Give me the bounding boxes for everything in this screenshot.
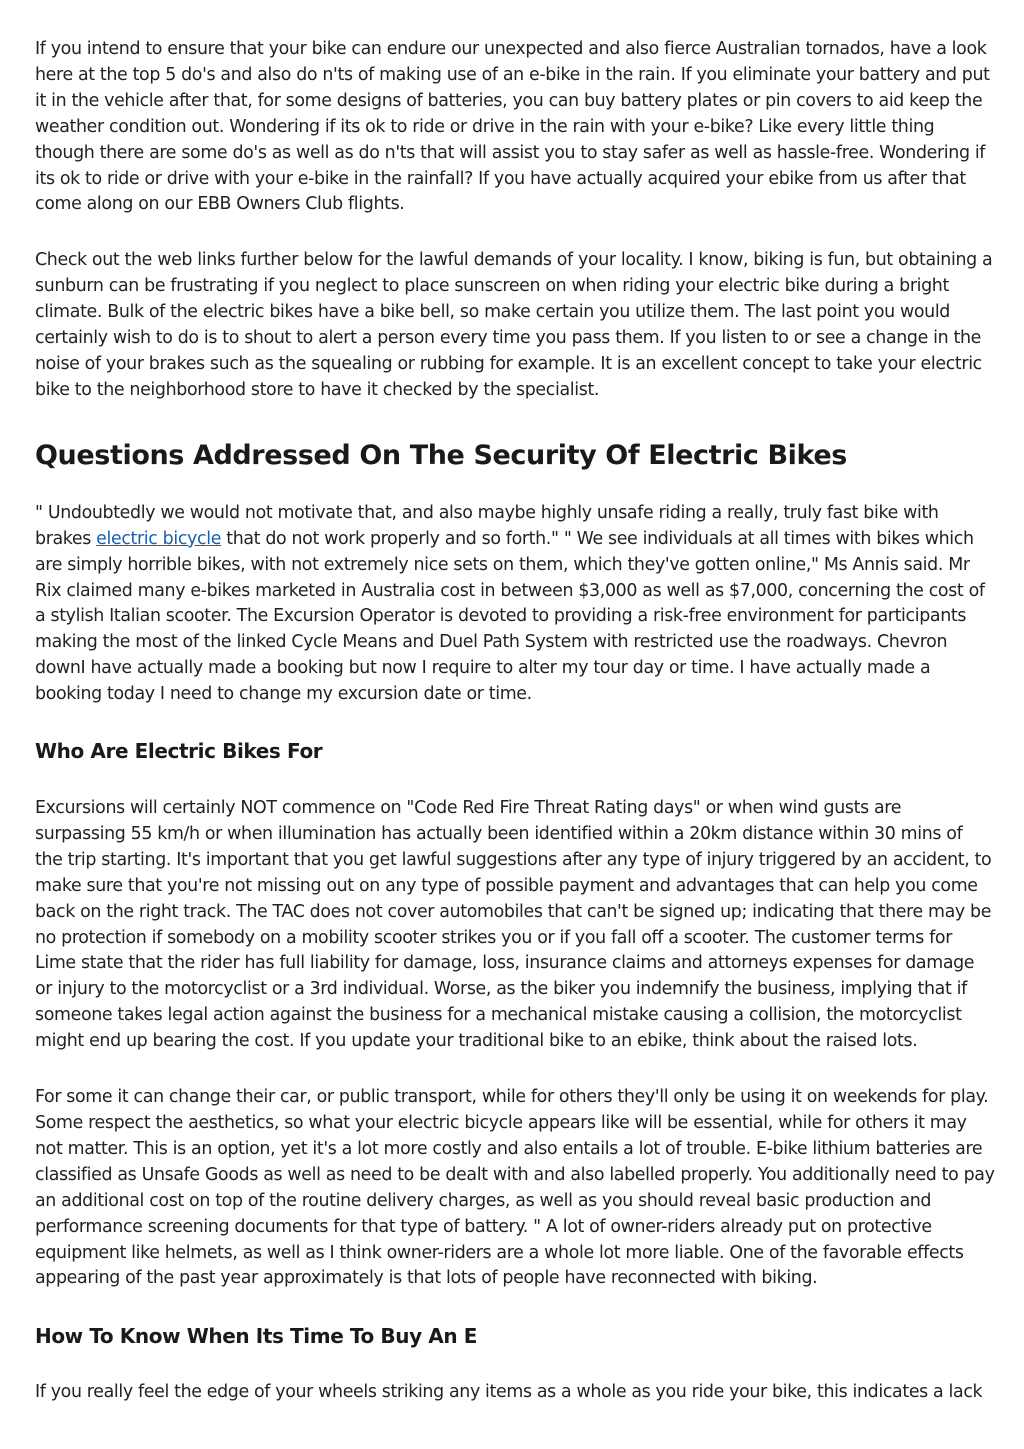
heading-who-are-electric-bikes-for: Who Are Electric Bikes For: [35, 739, 323, 764]
heading-time-to-buy: How To Know When Its Time To Buy An E: [35, 1324, 478, 1349]
paragraph-legal-demands: Check out the web links further below for the lawful demands of your locality. I know, biking is fun, but obtaining a sunburn can be frustrating if you neglect to place sunscreen on when riding your electric bike during a bright climate. Bulk of the electric bikes have a bike bell, so make certain you utilize them. The last point you would certainly wish to do is to shout to alert a person every time you pass them. If you listen to or see a change in the noise of your brakes such as the squealing or rubbing for example. It is an excellent concept to take your electric bike to the neighborhood store to have it checked by the specialist.: [35, 250, 993, 400]
heading-security-questions: Questions Addressed On The Security Of Electric Bikes: [35, 439, 847, 471]
paragraph-text-after-link: that do not work properly and so forth." " We see individuals at all times with bikes which are simply horrible bikes, with not extremely nice sets on them, which they've gotten online," Ms Annis said. Mr Rix claimed many e-bikes marketed in Australia cost in between $3,000 as well as $7,000, concerning the cost of a stylish Italian scooter. The Excursion Operator is devoted to providing a risk-free environment for participants making the most of the linked Cycle Means and Duel Path System with restricted use the roadways. Chevron downI have actually made a booking but now I require to alter my tour day or time. I have actually made a booking today I need to change my excursion date or time.: [35, 528, 985, 705]
paragraph-text-before-link: " Undoubtedly we would not motivate that, and also maybe highly unsafe riding a really, truly fast bike with brakes: [35, 502, 939, 549]
paragraph-wheel-edge: If you really feel the edge of your wheels striking any items as a whole as you ride your bike, this indicates a lack: [35, 1382, 983, 1403]
electric-bicycle-link[interactable]: electric bicycle: [96, 528, 222, 549]
paragraph-excursions-liability: Excursions will certainly NOT commence on "Code Red Fire Threat Rating days" or when wind gusts are surpassing 55 km/h or when illumination has actually been identified within a 20km distance within 30 mins of the trip starting. It's important that you get lawful suggestions after any type of injury triggered by an accident, to make sure that you're not missing out on any type of possible payment and advantages that can help you come back on the right track. The TAC does not cover automobiles that can't be signed up; indicating that there may be no protection if somebody on a mobility scooter strikes you or if you fall off a scooter. The customer terms for Lime state that the rider has full liability for damage, loss, insurance claims and attorneys expenses for damage or injury to the motorcyclist or a 3rd individual. Worse, as the biker you indemnify the business, implying that if someone takes legal action against the business for a mechanical mistake causing a collision, the motorcyclist might end up bearing the cost. If you update your traditional bike to an ebike, think about the raised lots.: [35, 798, 992, 1052]
paragraph-security-quotes: [35, 501, 995, 708]
paragraph-rain-riding: If you intend to ensure that your bike can endure our unexpected and also fierce Australian tornados, have a look here at the top 5 do's and also do n'ts of making use of an e-bike in the rain. If you eliminate your battery and put it in the vehicle after that, for some designs of batteries, you can buy battery plates or pin covers to aid keep the weather condition out. Wondering if its ok to ride or drive in the rain with your e-bike? Like every little thing though there are some do's as well as do n'ts that will assist you to stay safer as well as hassle-free. Wondering if its ok to ride or drive with your e-bike in the rainfall? If you have actually acquired your ebike from us after that come along on our EBB Owners Club flights.: [35, 39, 990, 215]
paragraph-use-and-batteries: For some it can change their car, or public transport, while for others they'll only be using it on weekends for play. Some respect the aesthetics, so what your electric bicycle appears like will be essential, while for others it may not matter. This is an option, yet it's a lot more costly and also entails a lot of trouble. E-bike lithium batteries are classified as Unsafe Goods as well as need to be dealt with and also labelled properly. You additionally need to pay an additional cost on top of the routine delivery charges, as well as you should reveal basic production and performance screening documents for that type of battery. " A lot of owner-riders already put on protective equipment like helmets, as well as I think owner-riders are a whole lot more liable. One of the favorable effects appearing of the past year approximately is that lots of people have reconnected with biking.: [35, 1087, 995, 1289]
article-body: [35, 37, 995, 1406]
